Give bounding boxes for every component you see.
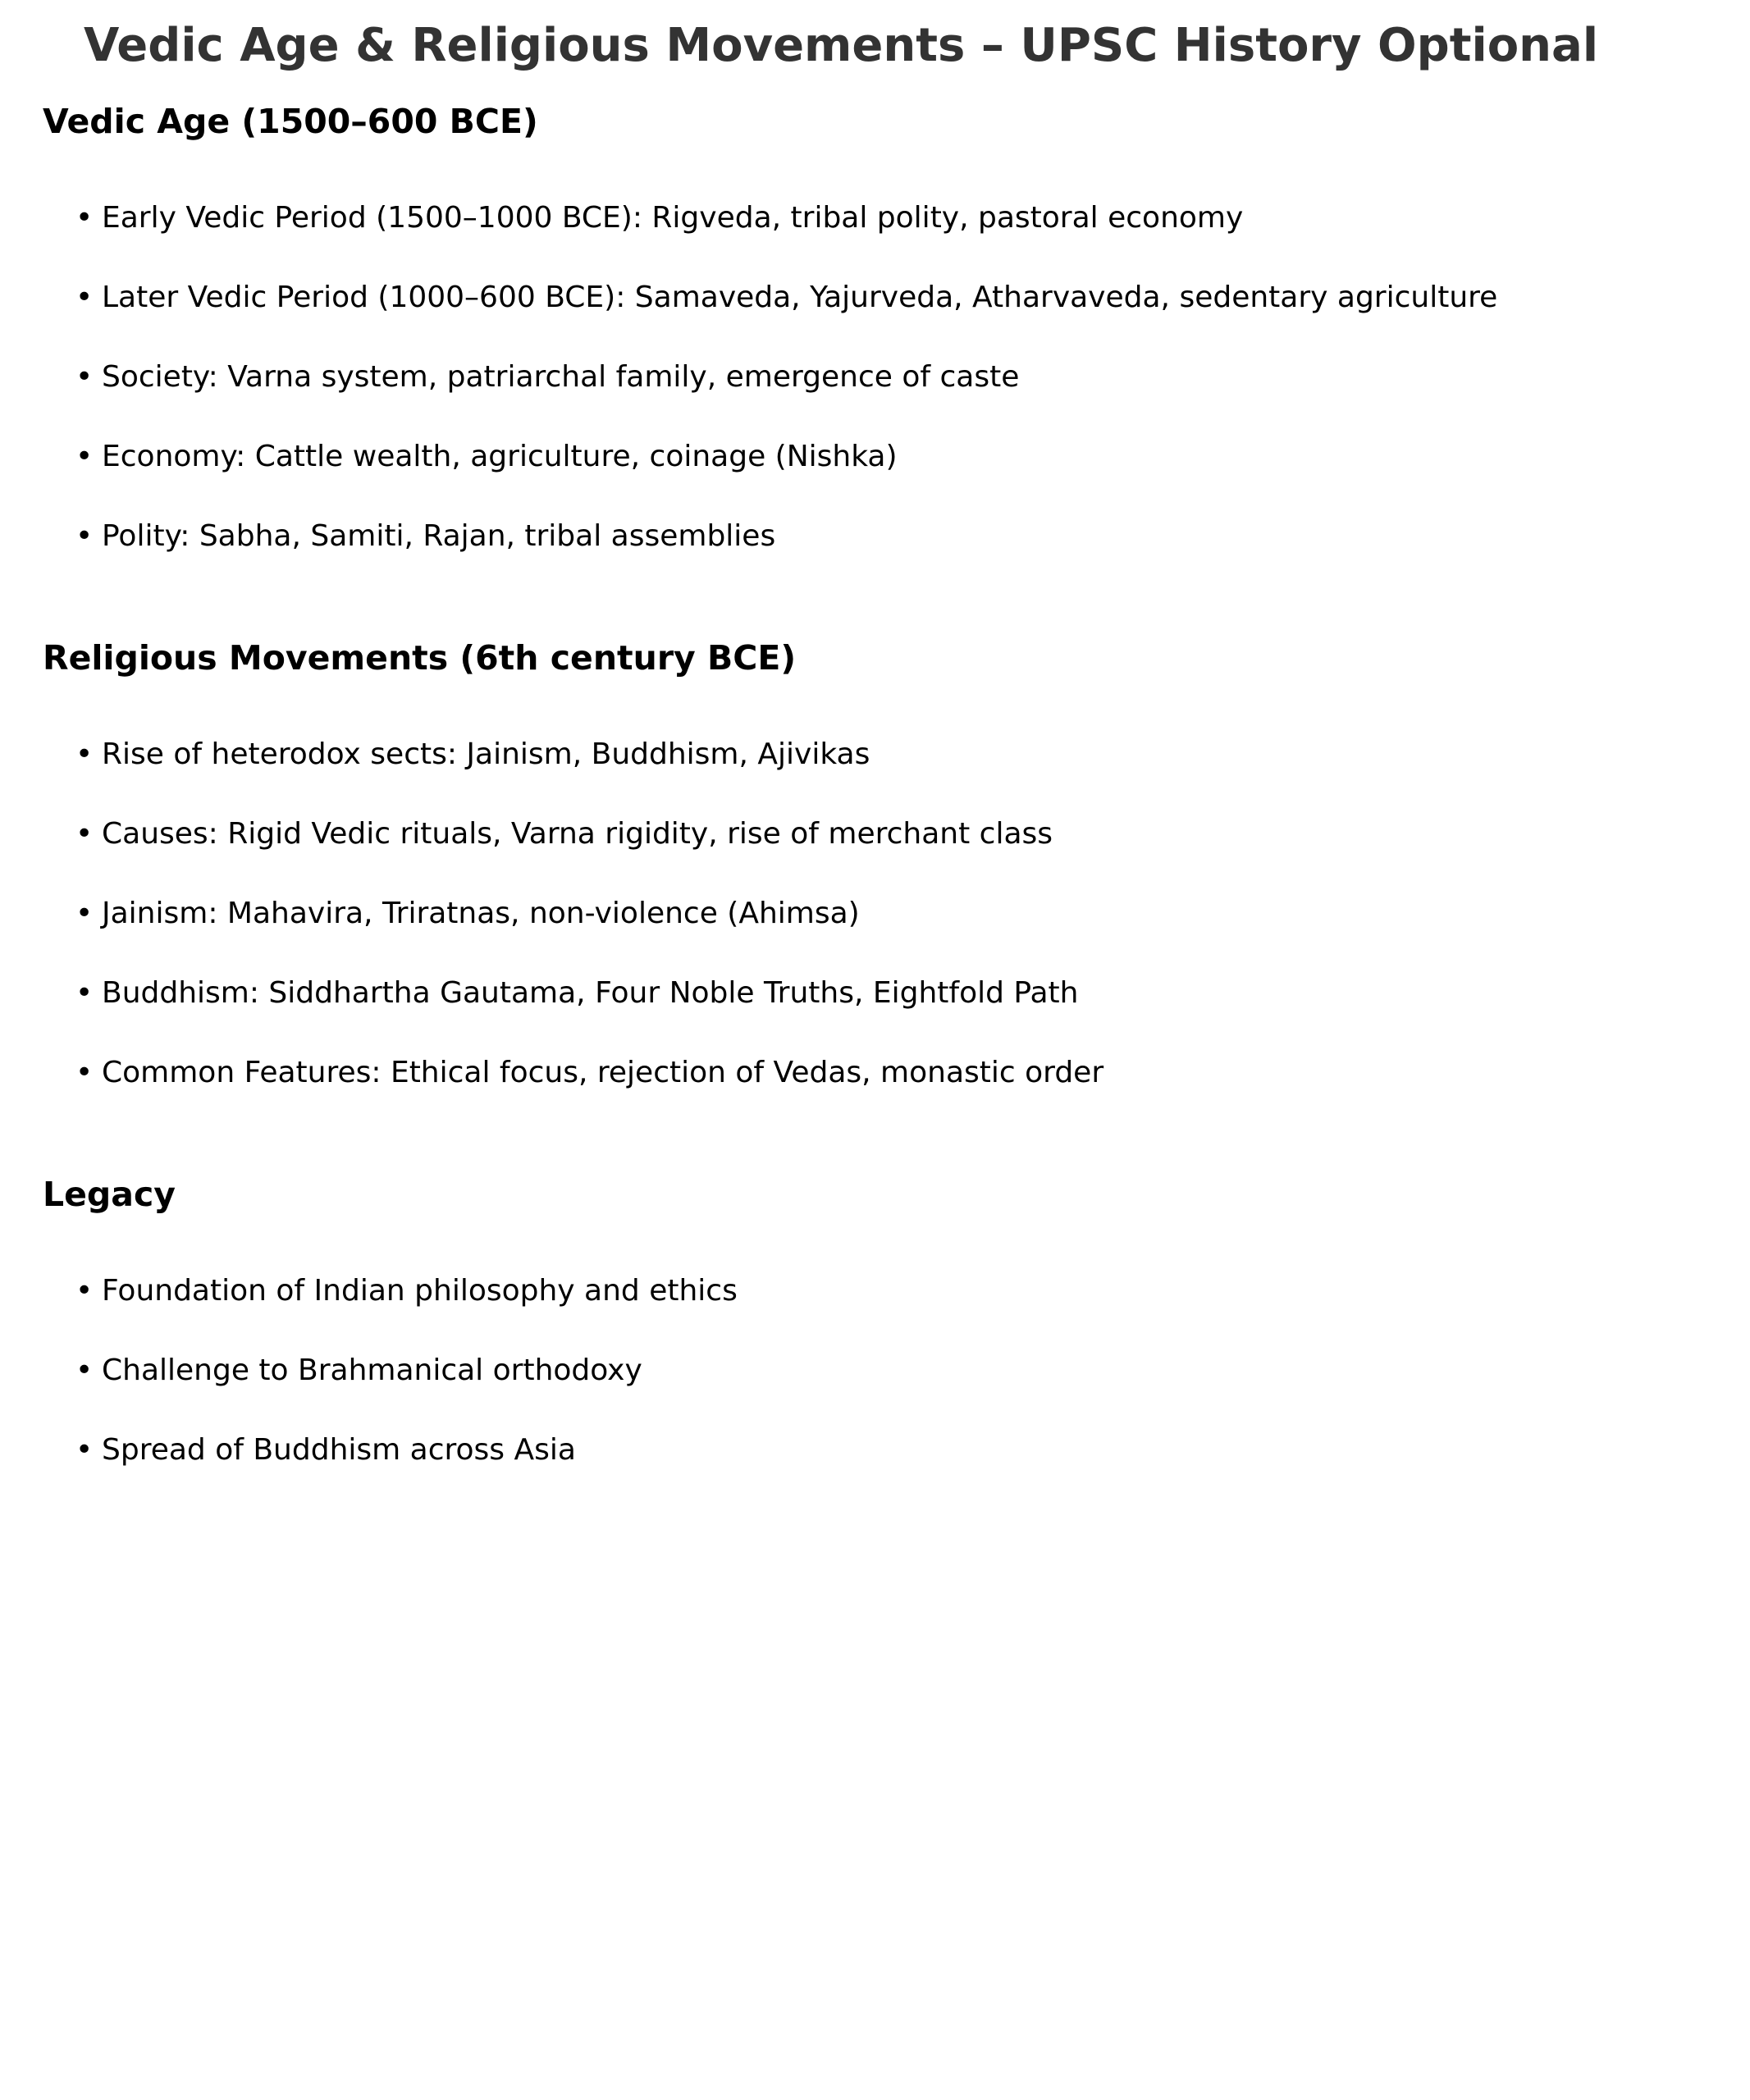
list-item xyxy=(75,200,1243,235)
bullet-icon: • xyxy=(75,519,94,553)
list-item xyxy=(75,359,1019,395)
list-item xyxy=(75,439,898,474)
list-item-text: Society: Varna system, patriarchal family, emergence of caste xyxy=(102,360,1020,394)
list-item-text: Polity: Sabha, Samiti, Rajan, tribal assemblies xyxy=(102,519,776,553)
bullet-icon: • xyxy=(75,440,94,473)
section-heading: Vedic Age (1500–600 BCE) xyxy=(43,102,538,141)
bullet-icon: • xyxy=(75,1354,94,1387)
bullet-icon: • xyxy=(75,1274,94,1308)
list-item xyxy=(75,518,775,554)
list-item xyxy=(75,1055,1103,1090)
list-item xyxy=(75,280,1497,315)
section-heading: Legacy xyxy=(43,1175,176,1214)
list-item-text: Later Vedic Period (1000–600 BCE): Samaveda, Yajurveda, Atharvaveda, sedentary agriculture xyxy=(102,281,1498,314)
list-item-text: Challenge to Brahmanical orthodoxy xyxy=(102,1354,642,1387)
list-item-text: Foundation of Indian philosophy and ethics xyxy=(102,1274,738,1308)
bullet-icon: • xyxy=(75,1433,94,1467)
list-item-text: Buddhism: Siddhartha Gautama, Four Noble Truths, Eightfold Path xyxy=(102,976,1079,1010)
document-title: Vedic Age & Religious Movements – UPSC History Optional xyxy=(83,19,1599,72)
bullet-icon: • xyxy=(75,737,94,771)
list-item-text: Common Features: Ethical focus, rejection of Vedas, monastic order xyxy=(102,1056,1104,1089)
bullet-icon: • xyxy=(75,817,94,851)
list-item xyxy=(75,975,1078,1011)
list-item-text: Economy: Cattle wealth, agriculture, coinage (Nishka) xyxy=(102,440,898,473)
list-item-text: Causes: Rigid Vedic rituals, Varna rigidity, rise of merchant class xyxy=(102,817,1053,851)
bullet-icon: • xyxy=(75,281,94,314)
section-heading: Religious Movements (6th century BCE) xyxy=(43,638,797,678)
list-item-text: Jainism: Mahavira, Triratnas, non-violence (Ahimsa) xyxy=(102,897,860,930)
list-item xyxy=(75,737,870,772)
list-item-text: Rise of heterodox sects: Jainism, Buddhism, Ajivikas xyxy=(102,737,870,771)
list-item xyxy=(75,896,860,931)
list-item xyxy=(75,1353,642,1388)
list-item xyxy=(75,1273,738,1308)
list-item-text: Spread of Buddhism across Asia xyxy=(102,1433,576,1467)
list-item-text: Early Vedic Period (1500–1000 BCE): Rigveda, tribal polity, pastoral economy xyxy=(102,201,1244,235)
section-religious-movements xyxy=(43,638,1708,1089)
bullet-icon: • xyxy=(75,897,94,930)
section-vedic-age xyxy=(43,102,1708,553)
section-legacy xyxy=(43,1175,1708,1467)
list-item xyxy=(75,1432,576,1468)
bullet-icon: • xyxy=(75,1056,94,1089)
bullet-icon: • xyxy=(75,201,94,235)
bullet-icon: • xyxy=(75,976,94,1010)
list-item xyxy=(75,816,1053,851)
bullet-icon: • xyxy=(75,360,94,394)
